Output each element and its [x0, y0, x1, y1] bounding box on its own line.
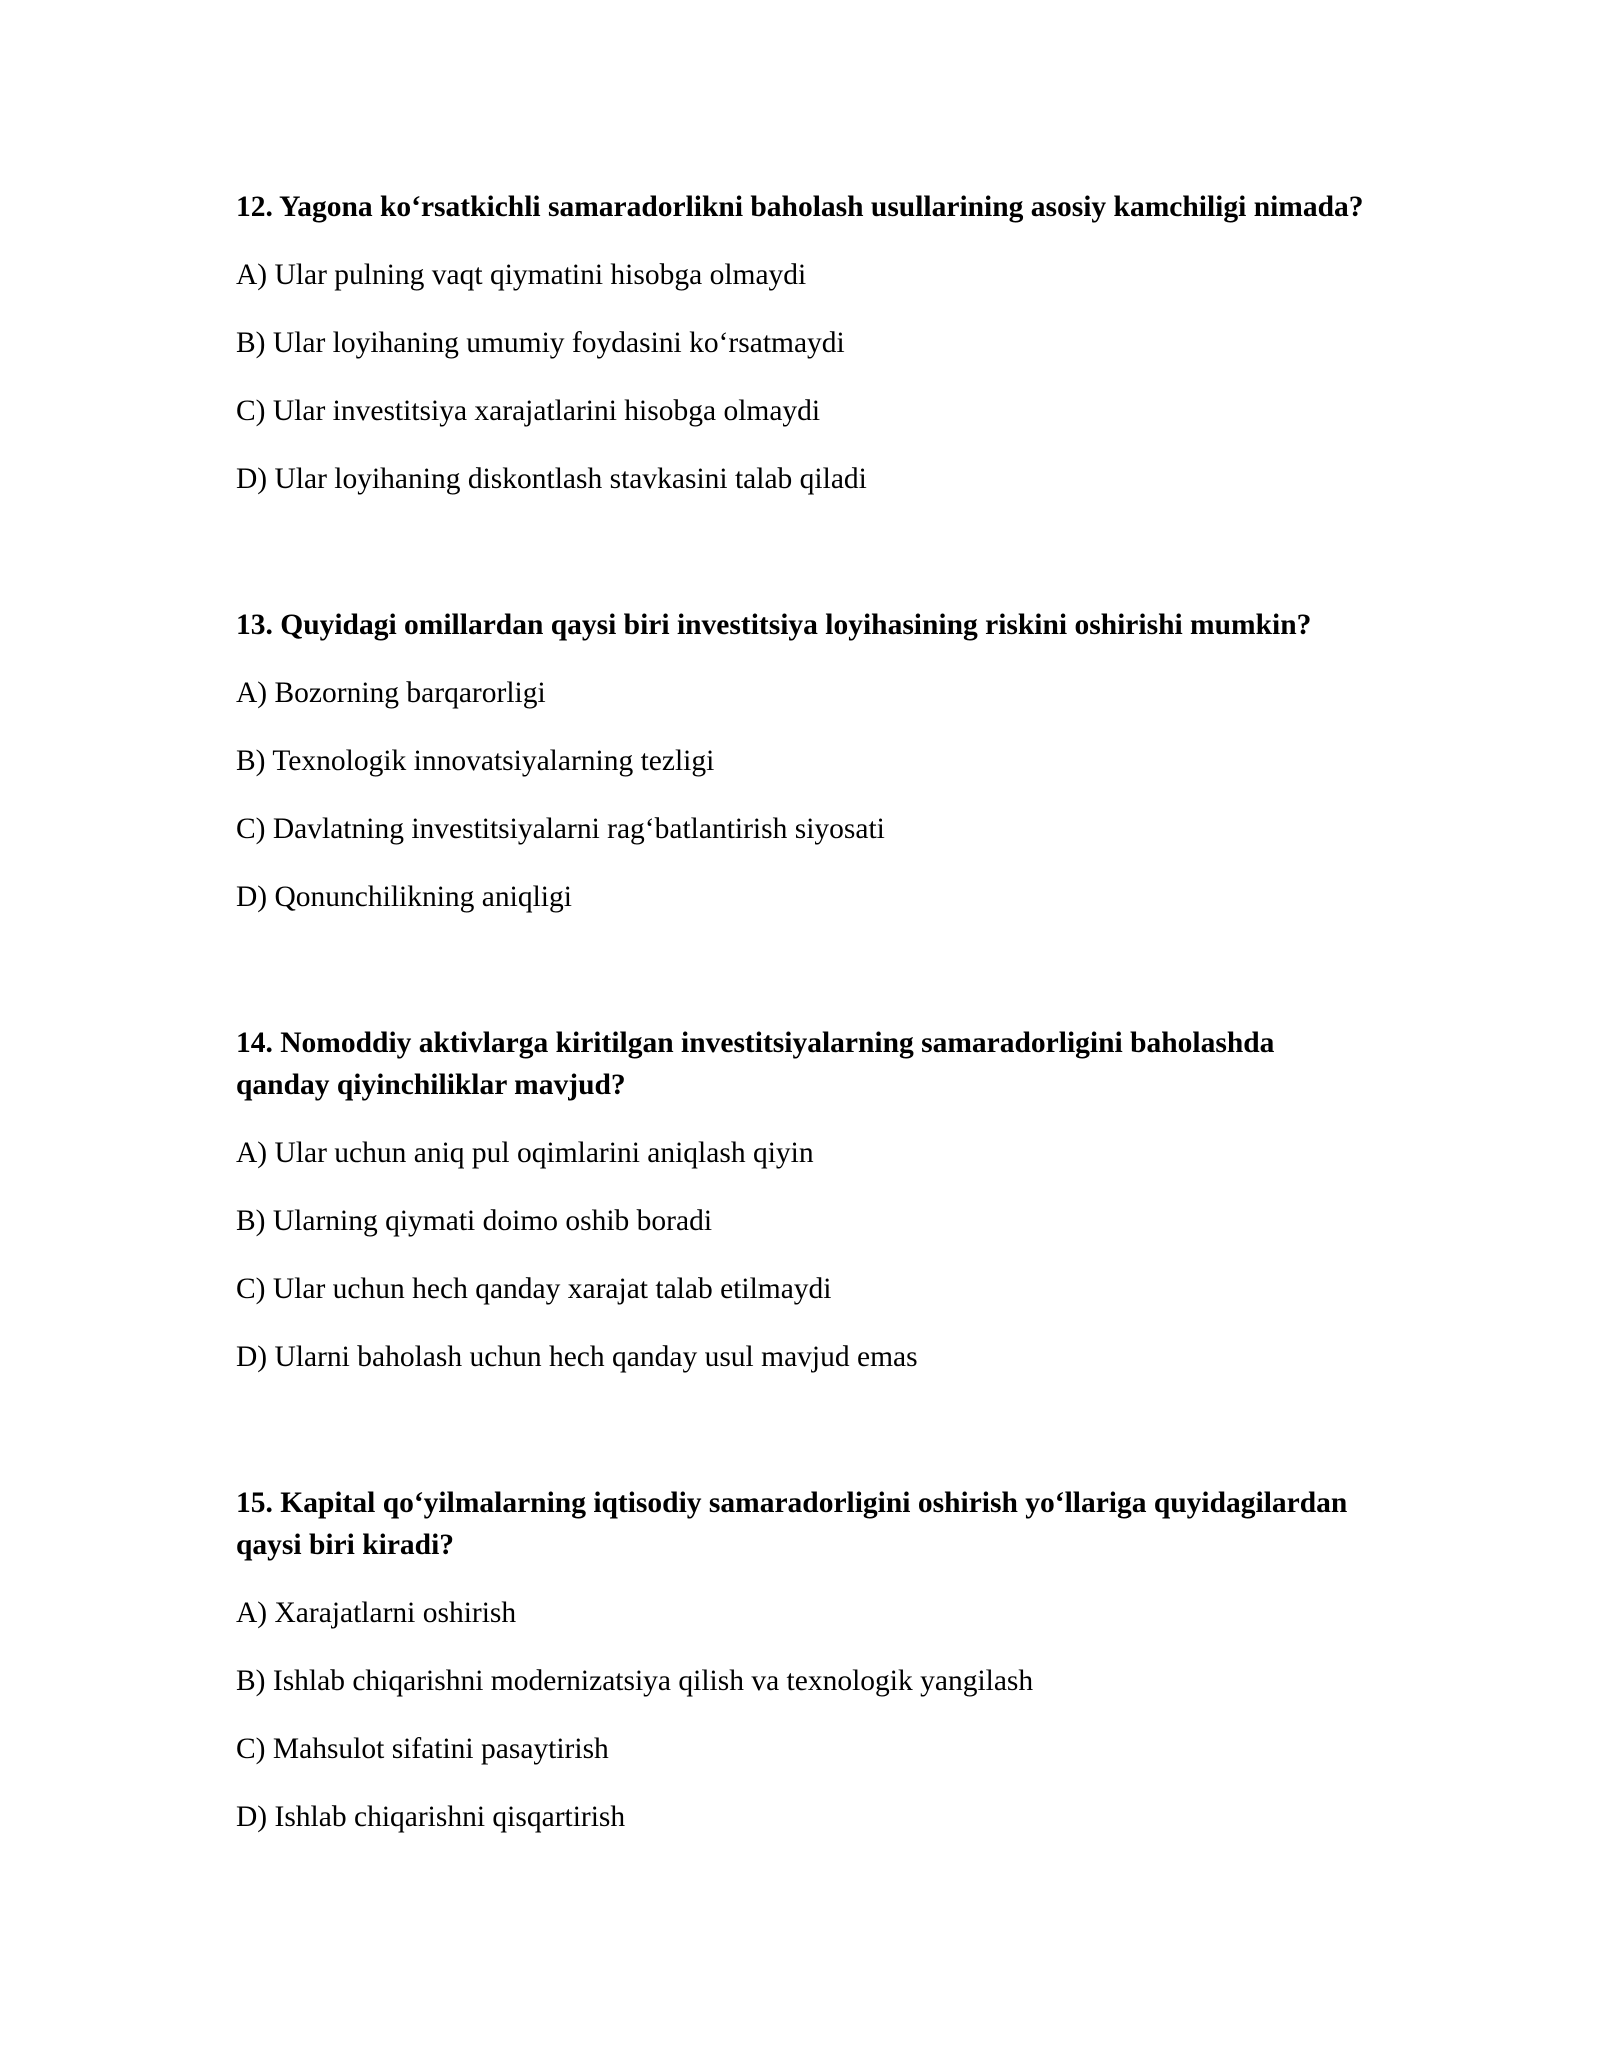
option-b: B) Ular loyihaning umumiy foydasini ko‘rsatmaydi	[236, 327, 845, 359]
option-a: A) Xarajatlarni oshirish	[236, 1597, 517, 1629]
question-text: 13. Quyidagi omillardan qaysi biri investitsiya loyihasining riskini oshirishi mumkin?	[236, 609, 1312, 641]
question-15	[236, 1482, 1366, 1838]
option-d: D) Qonunchilikning aniqligi	[236, 881, 572, 913]
option-b: B) Ishlab chiqarishni modernizatsiya qilish va texnologik yangilash	[236, 1665, 1034, 1697]
option-a: A) Bozorning barqarorligi	[236, 677, 546, 709]
option-d: D) Ularni baholash uchun hech qanday usul mavjud emas	[236, 1341, 918, 1373]
question-12	[236, 186, 1366, 500]
option-a: A) Ular uchun aniq pul oqimlarini aniqlash qiyin	[236, 1137, 814, 1169]
option-d: D) Ular loyihaning diskontlash stavkasini talab qiladi	[236, 463, 867, 495]
option-b: B) Texnologik innovatsiyalarning tezligi	[236, 745, 715, 777]
option-c: C) Ular uchun hech qanday xarajat talab etilmaydi	[236, 1273, 832, 1305]
option-c: C) Davlatning investitsiyalarni rag‘batlantirish siyosati	[236, 813, 885, 845]
option-b: B) Ularning qiymati doimo oshib boradi	[236, 1205, 713, 1237]
option-c: C) Ular investitsiya xarajatlarini hisobga olmaydi	[236, 395, 821, 427]
question-13	[236, 604, 1366, 918]
option-d: D) Ishlab chiqarishni qisqartirish	[236, 1801, 626, 1833]
question-text: 14. Nomoddiy aktivlarga kiritilgan investitsiyalarning samaradorligini baholashda qanday qiyinchiliklar mavjud?	[236, 1027, 1275, 1101]
question-text: 12. Yagona ko‘rsatkichli samaradorlikni baholash usullarining asosiy kamchiligi nimada?	[236, 191, 1364, 223]
question-text: 15. Kapital qo‘yilmalarning iqtisodiy samaradorligini oshirish yo‘llariga quyidagilardan qaysi biri kiradi?	[236, 1487, 1348, 1561]
document-page	[236, 186, 1366, 1838]
option-a: A) Ular pulning vaqt qiymatini hisobga olmaydi	[236, 259, 807, 291]
option-c: C) Mahsulot sifatini pasaytirish	[236, 1733, 609, 1765]
question-14	[236, 1022, 1366, 1378]
